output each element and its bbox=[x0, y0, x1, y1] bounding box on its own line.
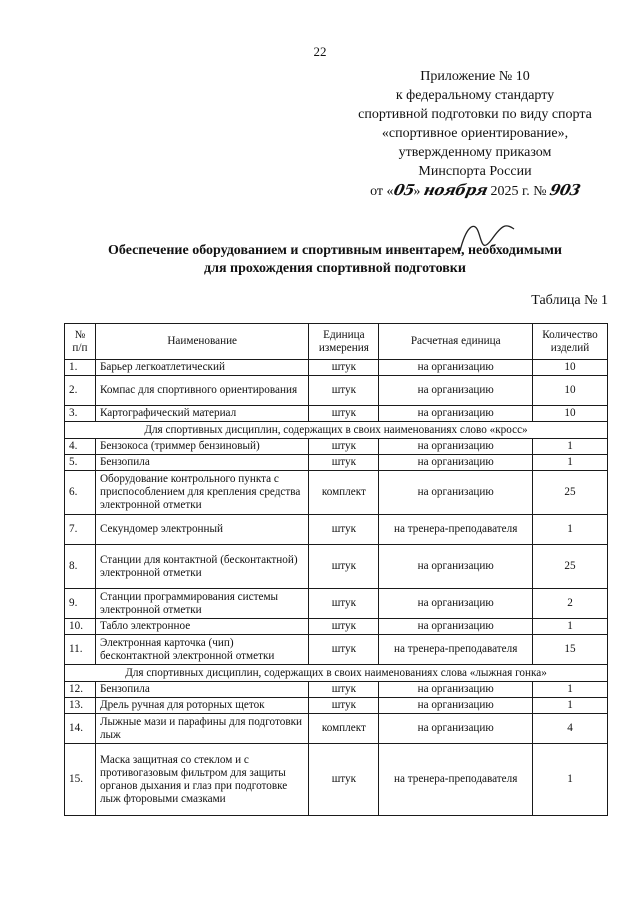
row-per: на организацию bbox=[379, 682, 533, 698]
row-name: Бензопила bbox=[95, 455, 308, 471]
row-num: 6. bbox=[65, 471, 96, 515]
row-unit: штук bbox=[309, 682, 379, 698]
section-row bbox=[65, 422, 608, 439]
handwritten-month: ноября bbox=[422, 181, 490, 199]
equipment-table bbox=[64, 323, 608, 816]
row-per: на организацию bbox=[379, 406, 533, 422]
row-per: на организацию bbox=[379, 698, 533, 714]
table-row bbox=[65, 439, 608, 455]
row-num: 10. bbox=[65, 619, 96, 635]
table-label: Таблица № 1 bbox=[531, 293, 608, 308]
table-header-row bbox=[65, 324, 608, 360]
table-row bbox=[65, 545, 608, 589]
row-per: на организацию bbox=[379, 619, 533, 635]
row-unit: штук bbox=[309, 744, 379, 816]
table-row bbox=[65, 376, 608, 406]
table-row bbox=[65, 589, 608, 619]
row-num: 11. bbox=[65, 635, 96, 665]
row-num: 3. bbox=[65, 406, 96, 422]
row-per: на организацию bbox=[379, 439, 533, 455]
table-row bbox=[65, 714, 608, 744]
appendix-line: спортивной подготовки по виду спорта bbox=[358, 107, 592, 122]
row-unit: штук bbox=[309, 589, 379, 619]
section-heading: Для спортивных дисциплин, содержащих в своих наименованиях слово «кросс» bbox=[65, 422, 608, 439]
row-name: Бензопила bbox=[95, 682, 308, 698]
handwritten-day: 05 bbox=[391, 181, 416, 199]
order-date-line bbox=[330, 181, 620, 201]
table-row bbox=[65, 682, 608, 698]
row-qty: 1 bbox=[533, 744, 608, 816]
row-unit: штук bbox=[309, 698, 379, 714]
table-row bbox=[65, 455, 608, 471]
row-num: 7. bbox=[65, 515, 96, 545]
table-row bbox=[65, 515, 608, 545]
row-name: Дрель ручная для роторных щеток bbox=[95, 698, 308, 714]
title-line-1: Обеспечение оборудованием и спортивным инвентарем, необходимыми bbox=[108, 243, 562, 258]
header-num: № п/п bbox=[65, 324, 96, 360]
row-name: Лыжные мази и парафины для подготовки лыж bbox=[95, 714, 308, 744]
header-name: Наименование bbox=[95, 324, 308, 360]
table-row bbox=[65, 619, 608, 635]
row-qty: 2 bbox=[533, 589, 608, 619]
row-num: 12. bbox=[65, 682, 96, 698]
row-name: Картографический материал bbox=[95, 406, 308, 422]
row-qty: 15 bbox=[533, 635, 608, 665]
table-row bbox=[65, 635, 608, 665]
row-name: Оборудование контрольного пункта с приспособлением для крепления средства электронной отметки bbox=[95, 471, 308, 515]
row-num: 4. bbox=[65, 439, 96, 455]
row-num: 14. bbox=[65, 714, 96, 744]
row-name: Станции программирования системы электронной отметки bbox=[95, 589, 308, 619]
row-name: Маска защитная со стеклом и с противогазовым фильтром для защиты органов дыхания и глаз при подготовке лыж фторовыми смазками bbox=[95, 744, 308, 816]
header-unit: Единица измерения bbox=[309, 324, 379, 360]
row-unit: штук bbox=[309, 635, 379, 665]
row-name: Бензокоса (триммер бензиновый) bbox=[95, 439, 308, 455]
row-num: 2. bbox=[65, 376, 96, 406]
row-num: 15. bbox=[65, 744, 96, 816]
row-num: 1. bbox=[65, 360, 96, 376]
row-name: Станции для контактной (бесконтактной) электронной отметки bbox=[95, 545, 308, 589]
row-qty: 10 bbox=[533, 376, 608, 406]
row-unit: штук bbox=[309, 455, 379, 471]
row-qty: 1 bbox=[533, 698, 608, 714]
row-qty: 1 bbox=[533, 439, 608, 455]
row-qty: 10 bbox=[533, 360, 608, 376]
row-name: Барьер легкоатлетический bbox=[95, 360, 308, 376]
row-per: на организацию bbox=[379, 360, 533, 376]
table-row bbox=[65, 471, 608, 515]
row-unit: штук bbox=[309, 376, 379, 406]
row-per: на организацию bbox=[379, 714, 533, 744]
row-per: на тренера-преподавателя bbox=[379, 744, 533, 816]
header-per: Расчетная единица bbox=[379, 324, 533, 360]
row-qty: 25 bbox=[533, 471, 608, 515]
row-qty: 1 bbox=[533, 682, 608, 698]
appendix-line: Приложение № 10 bbox=[420, 69, 530, 84]
row-per: на организацию bbox=[379, 471, 533, 515]
date-prefix: от « bbox=[370, 184, 394, 199]
appendix-block bbox=[330, 67, 620, 201]
row-unit: штук bbox=[309, 545, 379, 589]
table-row bbox=[65, 360, 608, 376]
table-row bbox=[65, 406, 608, 422]
row-num: 5. bbox=[65, 455, 96, 471]
row-num: 9. bbox=[65, 589, 96, 619]
date-year: 2025 г. № bbox=[490, 184, 547, 199]
row-unit: комплект bbox=[309, 714, 379, 744]
row-qty: 25 bbox=[533, 545, 608, 589]
row-per: на организацию bbox=[379, 455, 533, 471]
table-row bbox=[65, 698, 608, 714]
row-unit: штук bbox=[309, 619, 379, 635]
row-unit: штук bbox=[309, 439, 379, 455]
title-line-2: для прохождения спортивной подготовки bbox=[204, 261, 466, 276]
row-unit: штук bbox=[309, 406, 379, 422]
row-num: 8. bbox=[65, 545, 96, 589]
row-unit: штук bbox=[309, 360, 379, 376]
header-qty: Количество изделий bbox=[533, 324, 608, 360]
appendix-line: к федеральному стандарту bbox=[395, 88, 555, 103]
row-name: Табло электронное bbox=[95, 619, 308, 635]
row-unit: штук bbox=[309, 515, 379, 545]
row-qty: 10 bbox=[533, 406, 608, 422]
appendix-line: Минспорта России bbox=[418, 164, 532, 179]
row-num: 13. bbox=[65, 698, 96, 714]
row-qty: 1 bbox=[533, 455, 608, 471]
handwritten-order-number: 903 bbox=[548, 181, 582, 199]
appendix-line: утвержденному приказом bbox=[398, 145, 552, 160]
row-name: Компас для спортивного ориентирования bbox=[95, 376, 308, 406]
row-per: на организацию bbox=[379, 589, 533, 619]
date-mid: » bbox=[413, 184, 421, 199]
page-number: 22 bbox=[313, 44, 327, 59]
section-heading: Для спортивных дисциплин, содержащих в своих наименованиях слова «лыжная гонка» bbox=[65, 665, 608, 682]
section-row bbox=[65, 665, 608, 682]
table-row bbox=[65, 744, 608, 816]
row-per: на организацию bbox=[379, 545, 533, 589]
row-qty: 4 bbox=[533, 714, 608, 744]
row-per: на тренера-преподавателя bbox=[379, 635, 533, 665]
row-qty: 1 bbox=[533, 515, 608, 545]
document-title bbox=[50, 242, 620, 278]
row-per: на тренера-преподавателя bbox=[379, 515, 533, 545]
row-name: Электронная карточка (чип) бесконтактной электронной отметки bbox=[95, 635, 308, 665]
appendix-line: «спортивное ориентирование», bbox=[381, 126, 569, 141]
row-unit: комплект bbox=[309, 471, 379, 515]
row-per: на организацию bbox=[379, 376, 533, 406]
row-name: Секундомер электронный bbox=[95, 515, 308, 545]
row-qty: 1 bbox=[533, 619, 608, 635]
